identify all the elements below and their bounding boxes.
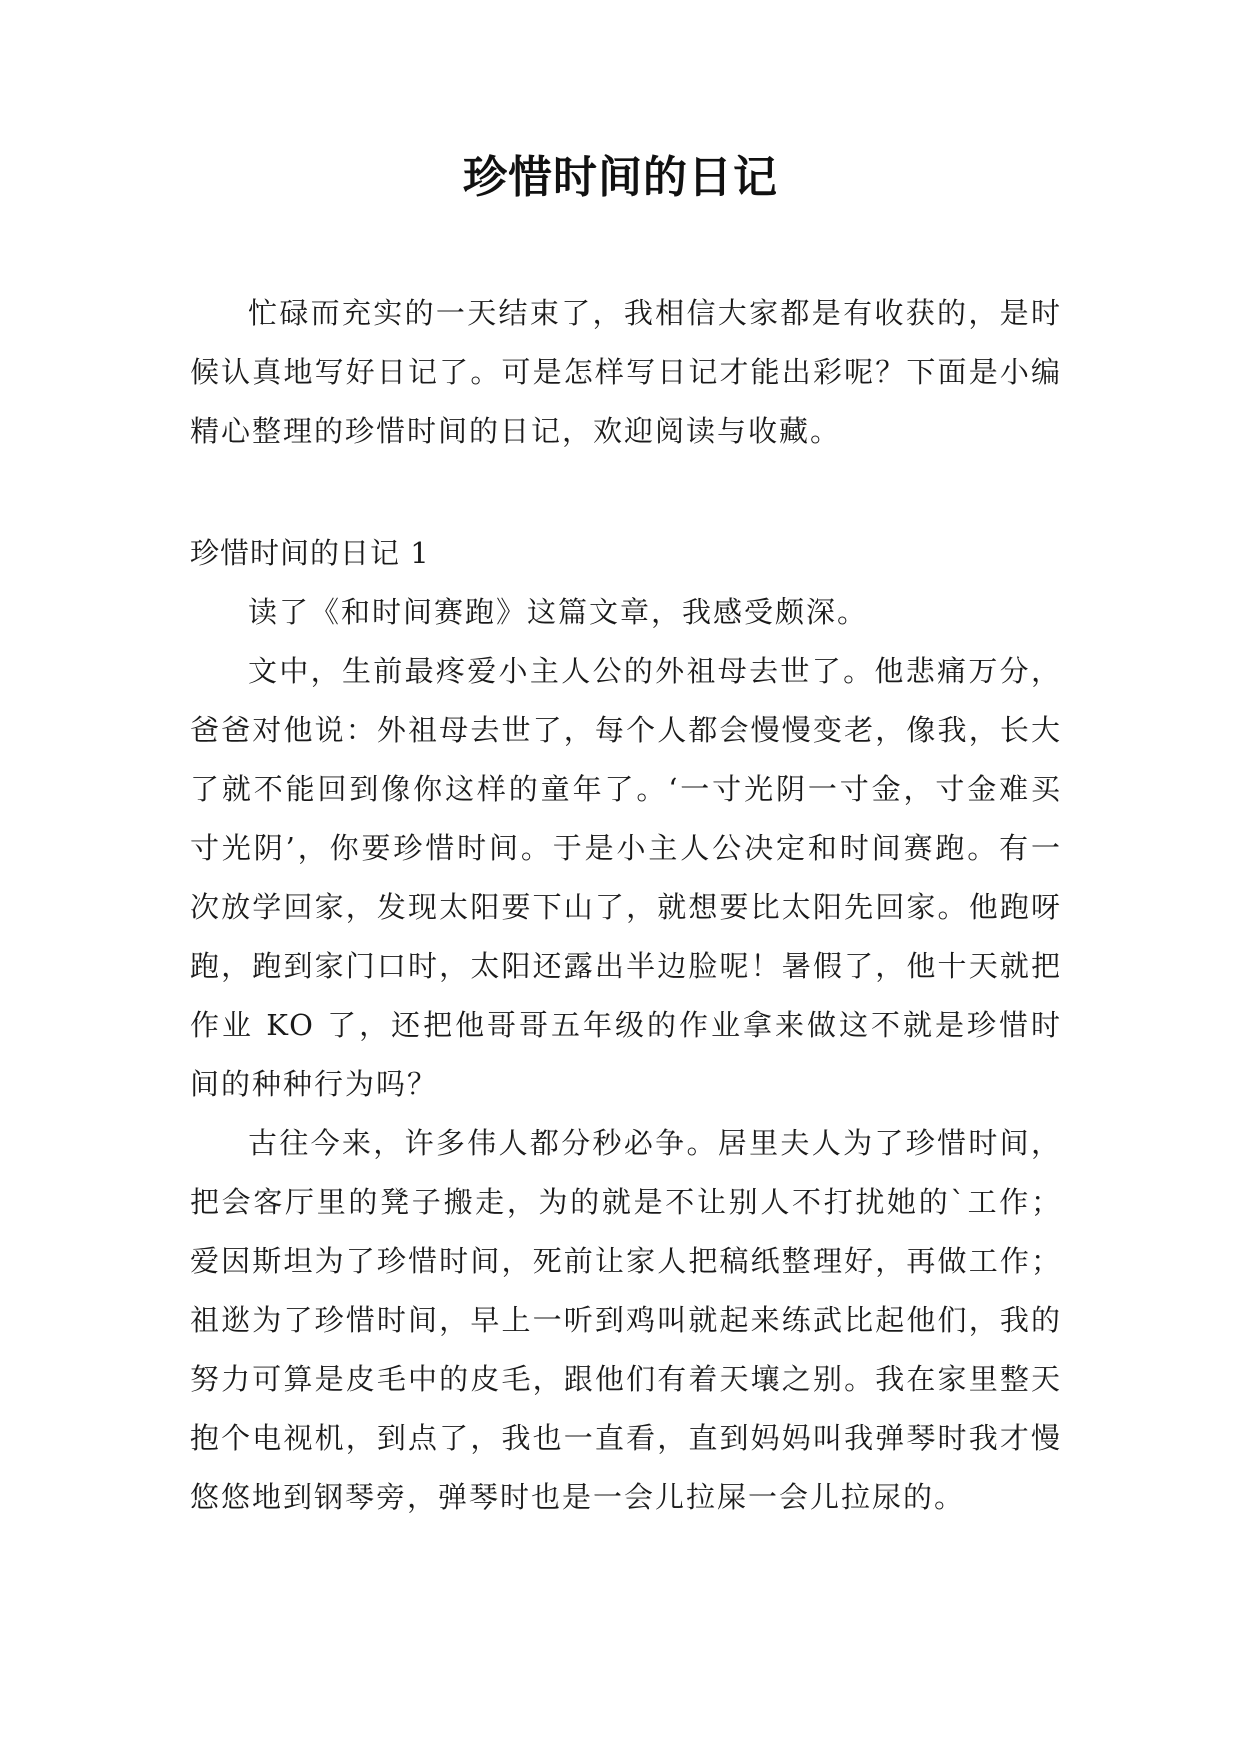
intro-block <box>190 284 1062 461</box>
paragraph-1: 读了《和时间赛跑》这篇文章，我感受颇深。 <box>248 595 869 629</box>
intro-paragraph: 忙碌而充实的一天结束了，我相信大家都是有收获的，是时候认真地写好日记了。可是怎样写日记才能出彩呢？下面是小编精心整理的珍惜时间的日记，欢迎阅读与收藏。 <box>190 296 1062 448</box>
section-heading: 珍惜时间的日记 1 <box>190 536 430 570</box>
section-body <box>190 583 1062 1527</box>
paragraph-3: 古往今来，许多伟人都分秒必争。居里夫人为了珍惜时间，把会客厅里的凳子搬走，为的就是不让别人不打扰她的`工作；爱因斯坦为了珍惜时间，死前让家人把稿纸整理好，再做工作；祖逖为了珍惜时间，早上一听到鸡叫就起来练武比起他们，我的努力可算是皮毛中的皮毛，跟他们有着天壤之别。我在家里整天抱个电视机，到点了，我也一直看，直到妈妈叫我弹琴时我才慢悠悠地到钢琴旁，弹琴时也是一会儿拉屎一会儿拉尿的。 <box>190 1126 1062 1514</box>
document-title: 珍惜时间的日记 <box>463 152 778 203</box>
paragraph-2: 文中，生前最疼爱小主人公的外祖母去世了。他悲痛万分，爸爸对他说：外祖母去世了，每个人都会慢慢变老，像我，长大了就不能回到像你这样的童年了。‘一寸光阴一寸金，寸金难买寸光阴’，你要珍惜时间。于是小主人公决定和时间赛跑。有一次放学回家，发现太阳要下山了，就想要比太阳先回家。他跑呀跑，跑到家门口时，太阳还露出半边脸呢！暑假了，他十天就把作业 KO 了，还把他哥哥五年级的作业拿来做这不就是珍惜时间的种种行为吗？ <box>190 654 1062 1101</box>
